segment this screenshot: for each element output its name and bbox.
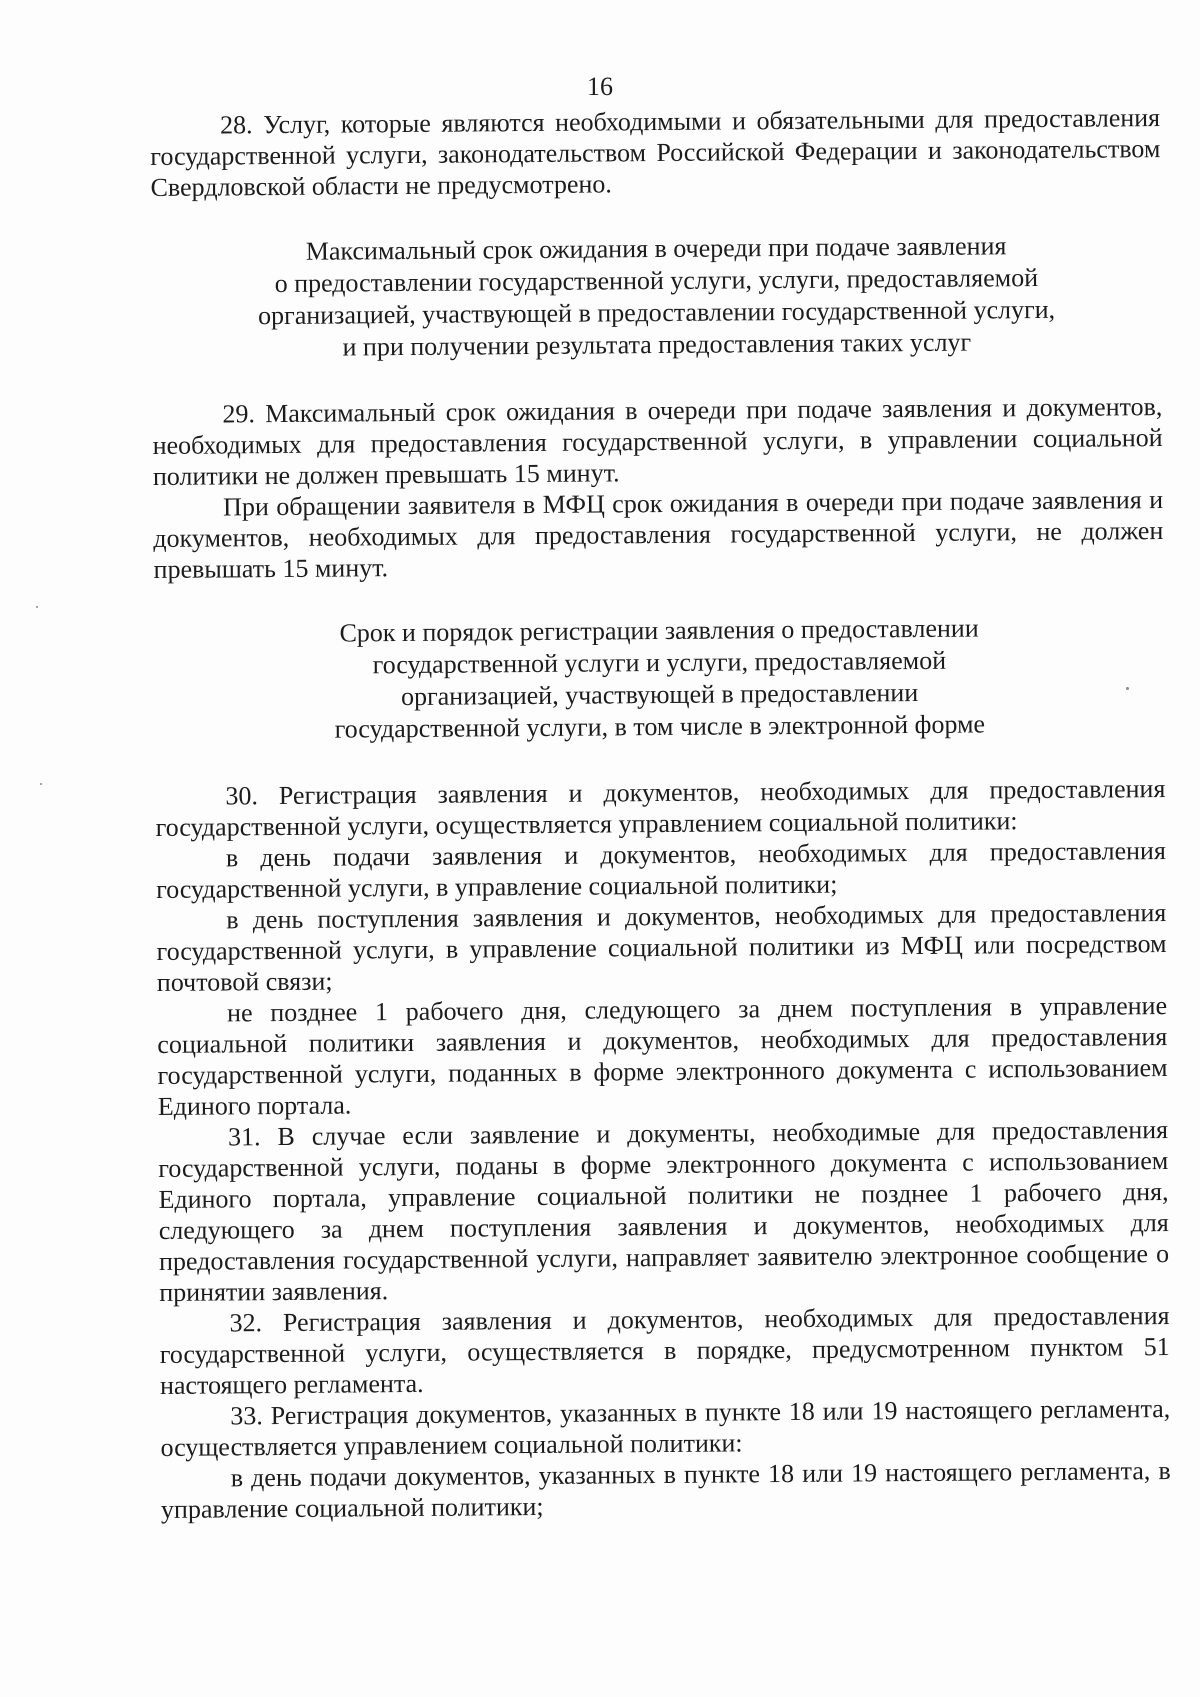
document-body: [150, 102, 1171, 1525]
paragraph-30: 30. Регистрация заявления и документов, необходимых для предоставления государственной услуги, осуществляется управлением социальной политики:: [155, 774, 1166, 842]
paragraph-31: 31. В случае если заявление и документы, необходимые для предоставления государственной услуги, поданы в форме электронного документа с использованием Единого портала, управление социальной политики не позднее 1 рабочего дня, следующего за днем поступления заявления и документов, необходимых для предоставления государственной услуги, направляет заявителю электронное сообщение о принятии заявления.: [158, 1115, 1170, 1307]
section-heading-registration: [214, 612, 1105, 747]
scan-speck: [40, 783, 42, 785]
paragraph-28: 28. Услуг, которые являются необходимыми и обязательными для предоставления государственной услуги, законодательством Российской Федерации и законодательством Свердловской области не предусмотрено.: [150, 103, 1161, 202]
page-number: 16: [587, 72, 613, 101]
paragraph-29-mfc: При обращении заявителя в МФЦ срок ожидания в очереди при подаче заявления и документов, необходимых для предоставления государственной услуги, не должен превышать 15 минут.: [153, 485, 1164, 584]
heading-line: организацией, участвующей в предоставлении государственной услуги,: [257, 294, 1056, 331]
scan-speck: [1126, 687, 1129, 690]
section-heading-waiting-time: [211, 230, 1102, 365]
paragraph-33: 33. Регистрация документов, указанных в пункте 18 или 19 настоящего регламента, осуществляется управлением социальной политики:: [160, 1394, 1171, 1462]
paragraph-29: 29. Максимальный срок ожидания в очереди при подаче заявления и документов, необходимых для предоставления государственной услуги, в управлении социальной политики не должен превышать 15 минут.: [152, 392, 1163, 491]
paragraph-32: 32. Регистрация заявления и документов, необходимых для предоставления государственной услуги, осуществляется в порядке, предусмотренном пунктом 51 настоящего регламента.: [159, 1301, 1170, 1400]
heading-line: и при получении результата предоставления таких услуг: [342, 327, 972, 362]
heading-line: о предоставлении государственной услуги, услуги, предоставляемой: [274, 263, 1039, 299]
heading-line: организацией, участвующей в предоставлении: [400, 677, 919, 712]
scan-speck: [36, 606, 38, 608]
heading-line: государственной услуги и услуги, предоставляемой: [372, 645, 947, 680]
heading-line: Максимальный срок ожидания в очереди при подаче заявления: [305, 231, 1007, 266]
heading-line: государственной услуги, в том числе в электронной форме: [334, 709, 986, 744]
paragraph-33-item-1: в день подачи документов, указанных в пункте 18 или 19 настоящего регламента, в управление социальной политики;: [160, 1456, 1171, 1524]
heading-line: Срок и порядок регистрации заявления о предоставлении: [339, 613, 979, 648]
paragraph-30-item-2: в день поступления заявления и документов, необходимых для предоставления государственной услуги, в управление социальной политики из МФЦ или посредством почтовой связи;: [156, 898, 1167, 997]
paragraph-30-item-1: в день подачи заявления и документов, необходимых для предоставления государственной услуги, в управление социальной политики;: [156, 836, 1166, 904]
paragraph-30-item-3: не позднее 1 рабочего дня, следующего за днем поступления в управление социальной политики заявления и документов, необходимых для предоставления государственной услуги, поданных в форме электронного документа с использованием Единого портала.: [157, 991, 1168, 1121]
